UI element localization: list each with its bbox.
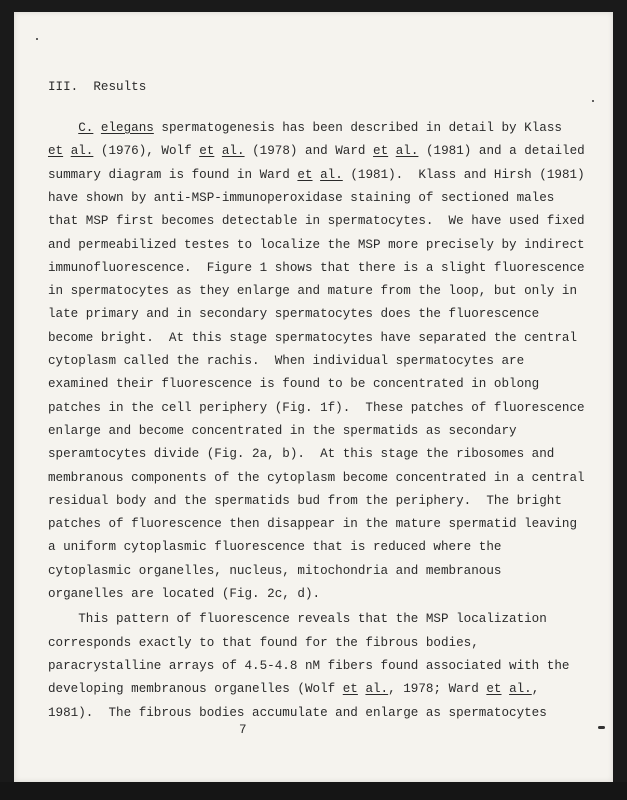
text-segment: enlarge and become concentrated in the spermatids as secondary [48, 423, 517, 438]
text-segment: that MSP first becomes detectable in spermatocytes. We have used fixed [48, 214, 585, 229]
text-segment: have shown by anti-MSP-immunoperoxidase staining of sectioned males [48, 190, 555, 205]
text-segment: summary diagram is found in Ward [48, 167, 298, 182]
section-heading: III. Results [48, 80, 147, 94]
text-segment: , [531, 682, 540, 697]
text-line [48, 423, 517, 439]
text-segment: patches in the cell periphery (Fig. 1f). These patches of fluorescence [48, 400, 585, 415]
text-segment [214, 144, 222, 158]
text-line [48, 470, 585, 486]
underlined-text: et [342, 682, 358, 697]
text-line [48, 376, 539, 392]
text-segment [313, 168, 321, 182]
text-line [48, 330, 577, 346]
text-segment: membranous components of the cytoplasm become concentrated in a central [48, 470, 585, 485]
text-line [48, 213, 585, 229]
underlined-text: al. [221, 144, 245, 159]
text-line [48, 260, 585, 276]
text-line [48, 353, 524, 369]
underlined-text: C. [78, 121, 94, 135]
text-line [48, 237, 585, 253]
scan-border [0, 782, 627, 800]
text-line [48, 306, 539, 322]
scan-speck [36, 38, 38, 40]
underlined-text: et [199, 144, 215, 159]
text-segment: paracrystalline arrays of 4.5-4.8 nM fibers found associated with the [48, 658, 570, 673]
text-segment: in spermatocytes as they enlarge and mature from the loop, but only in [48, 284, 578, 299]
document-page [14, 12, 613, 782]
text-line [48, 586, 320, 602]
text-segment: 1981). The fibrous bodies accumulate and enlarge as spermatocytes [48, 705, 547, 720]
text-line [48, 563, 501, 579]
underlined-text: et [48, 144, 64, 159]
text-segment [93, 121, 101, 135]
page-number: 7 [239, 723, 247, 737]
text-segment: (1978) and Ward [244, 144, 374, 159]
text-line [48, 611, 547, 627]
text-segment: (1976), Wolf [93, 144, 200, 159]
text-line [48, 493, 562, 509]
text-segment: organelles are located (Fig. 2c, d). [48, 587, 321, 601]
scan-speck [592, 100, 594, 102]
text-line [48, 516, 577, 532]
text-segment: cytoplasmic organelles, nucleus, mitochondria and membranous [48, 563, 502, 578]
text-segment: immunofluorescence. Figure 1 shows that there is a slight fluorescence [48, 260, 585, 275]
underlined-text: elegans [100, 121, 154, 135]
text-segment: corresponds exactly to that found for the fibrous bodies, [48, 635, 479, 650]
text-segment: (1981) and a detailed [418, 144, 585, 159]
text-line [48, 635, 479, 651]
text-segment: (1981). Klass and Hirsh (1981) [342, 167, 585, 182]
text-segment [48, 121, 78, 135]
text-line [48, 658, 569, 674]
text-line [48, 167, 585, 183]
text-segment [502, 682, 510, 696]
text-line [48, 681, 539, 697]
text-segment: become bright. At this stage spermatocytes have separated the central [48, 330, 578, 345]
text-segment: , 1978; Ward [388, 682, 487, 697]
text-line [48, 539, 501, 555]
scan-speck [598, 726, 605, 729]
text-line [48, 705, 547, 721]
underlined-text: et [486, 682, 502, 697]
text-line [48, 283, 577, 299]
underlined-text: et [297, 167, 313, 182]
text-segment: cytoplasm called the rachis. When individual spermatocytes are [48, 354, 525, 368]
underlined-text: al. [365, 682, 389, 697]
underlined-text: et [373, 144, 389, 159]
text-segment: speramtocytes divide (Fig. 2a, b). At this stage the ribosomes and [48, 447, 555, 462]
underlined-text: al. [395, 144, 419, 159]
underlined-text: al. [320, 167, 343, 182]
text-segment: late primary and in secondary spermatocytes does the fluorescence [48, 307, 540, 322]
text-segment: residual body and the spermatids bud from the periphery. The bright [48, 493, 562, 508]
text-segment: and permeabilized testes to localize the MSP more precisely by indirect [48, 237, 585, 252]
text-segment: a uniform cytoplasmic fluorescence that is reduced where the [48, 540, 502, 555]
underlined-text: al. [70, 144, 94, 159]
text-line [48, 400, 585, 416]
text-segment [388, 144, 396, 158]
text-line [48, 190, 554, 206]
text-segment: spermatogenesis has been described in detail by Klass [153, 121, 562, 135]
text-line [48, 143, 585, 159]
text-segment: developing membranous organelles (Wolf [48, 682, 343, 697]
text-segment [63, 144, 71, 158]
text-segment: This pattern of fluorescence reveals that the MSP localization [48, 612, 547, 627]
underlined-text: al. [509, 682, 532, 697]
text-line [48, 120, 562, 136]
text-segment: patches of fluorescence then disappear in the mature spermatid leaving [48, 517, 578, 532]
text-line [48, 446, 554, 462]
text-segment: examined their fluorescence is found to be concentrated in oblong [48, 377, 540, 392]
